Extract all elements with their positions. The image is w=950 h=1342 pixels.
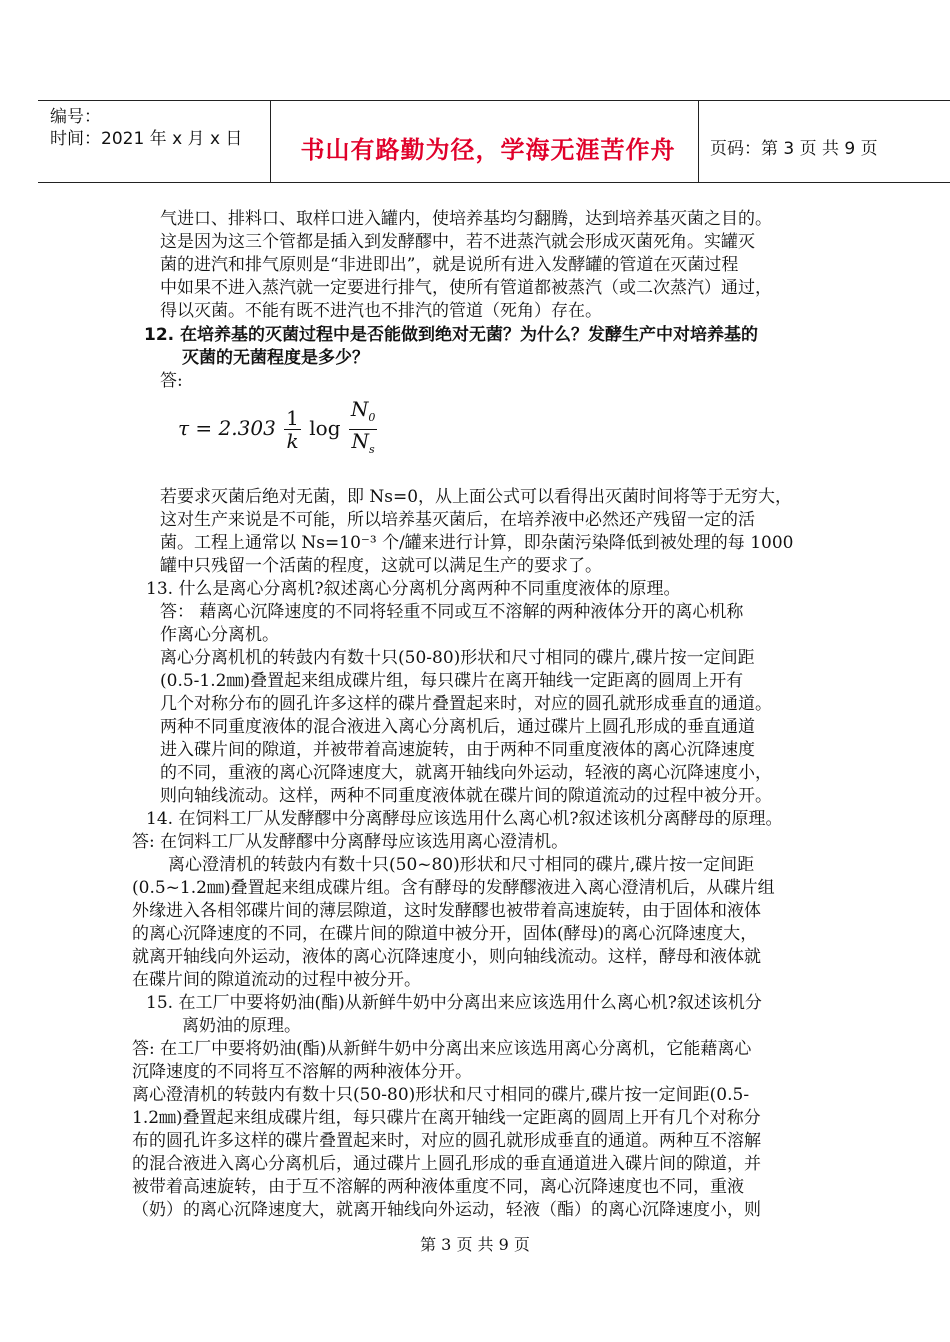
body-line: 气进口、排料口、取样口进入罐内，使培养基均匀翻腾，达到培养基灭菌之目的。 — [160, 209, 772, 229]
body-line: 几个对称分布的圆孔许多这样的碟片叠置起来时，对应的圆孔就形成垂直的通道。 — [160, 694, 772, 714]
time-label: 时间：2021 年 x 月 x 日 — [50, 129, 243, 149]
body-line: 则向轴线流动。这样，两种不同重度液体就在碟片间的隙道流动的过程中被分开。 — [160, 786, 772, 806]
body-line: 两种不同重度液体的混合液进入离心分离机后，通过碟片上圆孔形成的垂直通道 — [160, 717, 755, 737]
question-12-cont: 灭菌的无菌程度是多少？ — [182, 348, 369, 368]
header-divider — [698, 100, 699, 183]
body-line: 这对生产来说是不可能，所以培养基灭菌后，在培养液中必然还产残留一定的活 — [160, 510, 755, 530]
body-line: 若要求灭菌后绝对无菌，即 Ns=0，从上面公式可以看得出灭菌时间将等于无穷大， — [160, 487, 793, 507]
body-line: 的离心沉降速度的不同，在碟片间的隙道中被分开，固体(酵母)的离心沉降速度大， — [132, 924, 758, 944]
body-line: 答: 在工厂中要将奶油(酯)从新鲜牛奶中分离出来应该选用离心分离机，它能藉离心 — [132, 1039, 752, 1059]
formula-ns-sub: s — [369, 443, 375, 456]
body-line: 菌的进汽和排气原则是“非进即出”，就是说所有进入发酵罐的管道在灭菌过程 — [160, 255, 739, 275]
formula-k-numerator: 1 — [286, 406, 299, 430]
body-line: 的不同，重液的离心沉降速度大，就离开轴线向外运动，轻液的离心沉降速度小， — [160, 763, 772, 783]
body-line: 离心分离机机的转鼓内有数十只(50-80)形状和尺寸相同的碟片,碟片按一定间距 — [160, 648, 755, 668]
body-line: 的混合液进入离心分离机后，通过碟片上圆孔形成的垂直通道进入碟片间的隙道，并 — [132, 1154, 761, 1174]
formula-ns: N — [351, 429, 370, 453]
body-line: 进入碟片间的隙道，并被带着高速旋转，由于两种不同重度液体的离心沉降速度 — [160, 740, 755, 760]
body-line: 罐中只残留一个活菌的程度，这就可以满足生产的要求了。 — [160, 556, 602, 576]
question-15: 15. 在工厂中要将奶油(酯)从新鲜牛奶中分离出来应该选用什么离心机?叙述该机分 — [146, 993, 762, 1013]
body-line: 中如果不进入蒸汽就一定要进行排气，使所有管道都被蒸汽（或二次蒸汽）通过， — [160, 278, 772, 298]
formula-n0: N — [350, 397, 369, 421]
number-label: 编号： — [50, 107, 101, 127]
question-14: 14. 在饲料工厂从发酵醪中分离酵母应该选用什么离心机?叙述该机分离酵母的原理。 — [146, 809, 783, 829]
body-line: 答： 藉离心沉降速度的不同将轻重不同或互不溶解的两种液体分开的离心机称 — [160, 602, 744, 622]
body-line: 这是因为这三个管都是插入到发酵醪中，若不进蒸汽就会形成灭菌死角。实罐灭 — [160, 232, 755, 252]
body-line: 布的圆孔许多这样的碟片叠置起来时，对应的圆孔就形成垂直的通道。两种互不溶解 — [132, 1131, 761, 1151]
question-12: 12. 在培养基的灭菌过程中是否能做到绝对无菌？为什么？发酵生产中对培养基的 — [144, 325, 759, 345]
formula-lhs: τ = 2.303 — [178, 416, 276, 440]
formula-fraction-k — [284, 407, 301, 452]
header-top-rule — [38, 100, 950, 101]
formula-fraction-n — [349, 398, 378, 461]
formula-n0-sub: 0 — [368, 411, 376, 424]
body-line: 离心澄清机的转鼓内有数十只(50-80)形状和尺寸相同的碟片,碟片按一定间距(0.5- — [132, 1085, 750, 1105]
body-line: (0.5~1.2㎜)叠置起来组成碟片组。含有酵母的发酵醪液进入离心澄清机后，从碟片组 — [132, 878, 775, 898]
header-divider — [270, 100, 271, 183]
question-13: 13. 什么是离心分离机?叙述离心分离机分离两种不同重度液体的原理。 — [146, 579, 681, 599]
body-line: 就离开轴线向外运动，液体的离心沉降速度小，则向轴线流动。这样，酵母和液体就 — [132, 947, 761, 967]
body-line: 离心澄清机的转鼓内有数十只(50~80)形状和尺寸相同的碟片,碟片按一定间距 — [168, 855, 755, 875]
formula-log: log — [309, 416, 341, 440]
page-header — [38, 100, 950, 184]
answer-label: 答: — [160, 371, 183, 391]
body-line: 沉降速度的不同将互不溶解的两种液体分开。 — [132, 1062, 472, 1082]
body-line: 作离心分离机。 — [160, 625, 279, 645]
body-line: 得以灭菌。不能有既不进汽也不排汽的管道（死角）存在。 — [160, 301, 602, 321]
body-line: 1.2㎜)叠置起来组成碟片组，每只碟片在离开轴线一定距离的圆周上开有几个对称分 — [132, 1108, 761, 1128]
header-motto: 书山有路勤为径，学海无涯苦作舟 — [300, 136, 676, 164]
body-line: (0.5-1.2㎜)叠置起来组成碟片组，每只碟片在离开轴线一定距离的圆周上开有 — [160, 671, 744, 691]
page-footer: 第 3 页 共 9 页 — [420, 1235, 530, 1254]
body-line: 在碟片间的隙道流动的过程中被分开。 — [132, 970, 421, 990]
body-line: 菌。工程上通常以 Ns=10⁻³ 个/罐来进行计算，即杂菌污染降低到被处理的每 1000 — [160, 533, 794, 553]
header-meta — [50, 106, 242, 150]
body-line: 被带着高速旋转，由于互不溶解的两种液体重度不同，离心沉降速度也不同，重液 — [132, 1177, 744, 1197]
sterilization-formula — [178, 398, 379, 461]
body-line: （奶）的离心沉降速度大，就离开轴线向外运动，轻液（酯）的离心沉降速度小，则 — [132, 1200, 761, 1220]
formula-n-denominator — [349, 430, 378, 461]
body-line: 答: 在饲料工厂从发酵醪中分离酵母应该选用离心澄清机。 — [132, 832, 569, 852]
body-line: 外缘进入各相邻碟片间的薄层隙道，这时发酵醪也被带着高速旋转，由于固体和液体 — [132, 901, 761, 921]
question-15-cont: 离奶油的原理。 — [182, 1016, 301, 1036]
header-bottom-rule — [38, 182, 950, 183]
header-page-info: 页码：第 3 页 共 9 页 — [710, 139, 878, 159]
formula-n-numerator — [349, 398, 378, 430]
formula-k-denominator: k — [286, 429, 299, 453]
